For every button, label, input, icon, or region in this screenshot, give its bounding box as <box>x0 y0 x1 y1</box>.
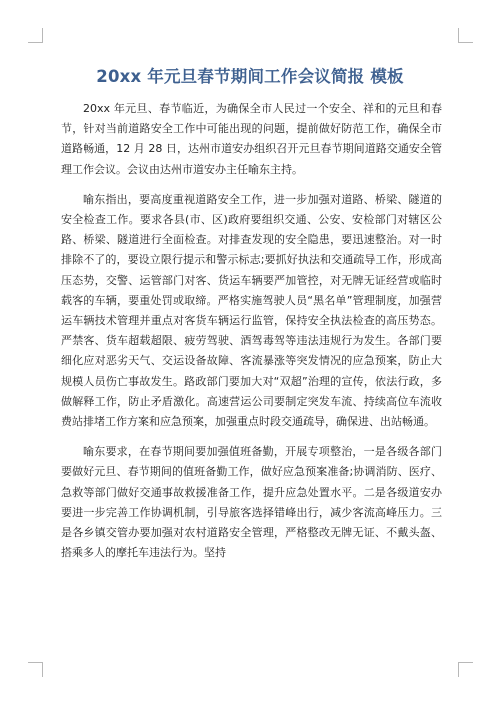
crop-mark-top-left <box>28 28 43 43</box>
crop-mark-top-right <box>458 28 473 43</box>
paragraph-intro: 20xx 年元旦、春节临近，为确保全市人民过一个安全、祥和的元旦和春节，针对当前道路安全工作中可能出现的问题，提前做好防范工作，确保全市道路畅通，12 月 28 日，达州市道安办组织召开元旦春节期间道路交通安全管理工作会议。会议由达州市道安办主任喻东主持。 <box>61 102 442 176</box>
crop-mark-bottom-right <box>458 662 473 677</box>
document-body <box>61 99 442 573</box>
paragraph-instructions: 喻东指出，要高度重视道路安全工作，进一步加强对道路、桥梁、隧道的安全检查工作。要求各县(市、区)政府要组织交通、公安、安检部门对辖区公路、桥梁、隧道进行全面检查。对排查发现的安全隐患，要迅速整治。对一时排除不了的，要设立限行提示和警示标志;要抓好执法和交通疏导工作，形成高压态势，交警、运管部门对客、货运车辆要严加管控，对无牌无证经营或临时载客的车辆，要重处罚或取缔。严格实施驾驶人员“黑名单”管理制度，加强营运车辆技术管理并重点对客货车辆运行监管，保持安全执法检查的高压势态。严禁客、货车超载超限、疲劳驾驶、酒驾毒驾等违法违规行为发生。各部门要细化应对恶劣天气、交运设备故障、客流暴涨等突发情况的应急预案，防止大规模人员伤亡事故发生。路政部门要加大对“双超”治理的宣传，依法行政，多做解释工作，防止矛盾激化。高速营运公司要制定突发车流、持续高位车流收费站排堵工作方案和应急预案，加强重点时段交通疏导，确保进、出站畅通。 <box>61 192 442 429</box>
document-title: 20xx 年元旦春节期间工作会议简报 模板 <box>96 67 404 86</box>
paragraph-requirements: 喻东要求，在春节期间要加强值班备勤，开展专项整治，一是各级各部门要做好元旦、春节期间的值班备勤工作，做好应急预案准备;协调消防、医疗、急救等部门做好交通事故救援准备工作，提升应急处置水平。二是各级道安办要进一步完善工作协调机制，引导旅客选择错峰出行，减少客流高峰压力。三是各乡镇交管办要加强对农村道路安全管理，严格整改无牌无证、不戴头盔、搭乘多人的摩托车违法行为。坚持 <box>61 445 442 560</box>
crop-mark-bottom-left <box>28 662 43 677</box>
